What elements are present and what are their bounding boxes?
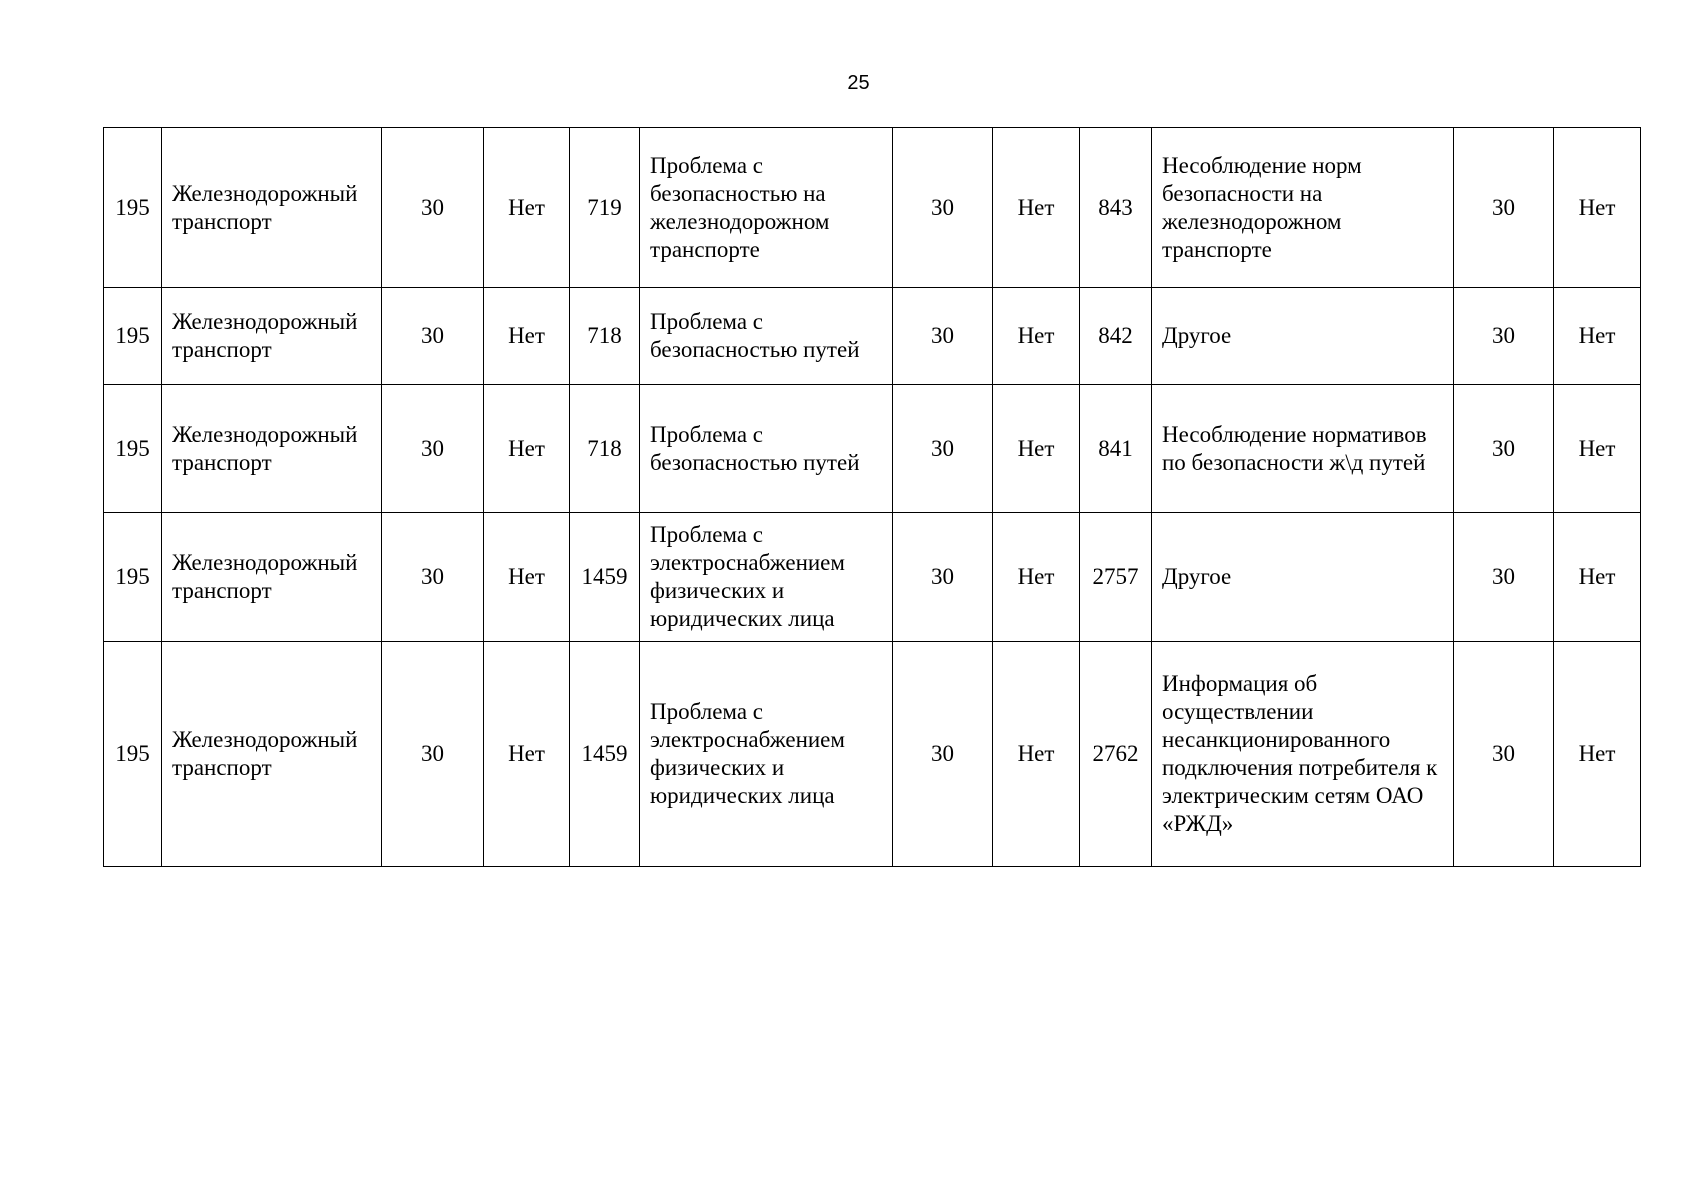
table-cell: Нет — [484, 513, 570, 642]
table-cell: Нет — [993, 642, 1080, 867]
table-cell: 30 — [382, 288, 484, 385]
table-cell: 30 — [893, 513, 993, 642]
table-cell: 30 — [893, 642, 993, 867]
table-cell: 719 — [570, 128, 640, 288]
table-cell: 30 — [1454, 385, 1554, 513]
table-cell: 30 — [1454, 642, 1554, 867]
table-cell: Проблема с безопасностью путей — [640, 288, 893, 385]
table-cell: Нет — [1554, 288, 1641, 385]
table-cell: Проблема с безопасностью путей — [640, 385, 893, 513]
table-cell: Железнодорожный транспорт — [162, 128, 382, 288]
table-cell: 30 — [1454, 513, 1554, 642]
table-cell: Железнодорожный транспорт — [162, 385, 382, 513]
table-cell: Нет — [993, 288, 1080, 385]
table-cell: Нет — [484, 642, 570, 867]
table-cell: 718 — [570, 288, 640, 385]
table-cell: 843 — [1080, 128, 1152, 288]
table-cell: Нет — [993, 513, 1080, 642]
table-cell: Железнодорожный транспорт — [162, 513, 382, 642]
table-row — [104, 385, 1641, 513]
table-cell: 195 — [104, 128, 162, 288]
table-cell: Железнодорожный транспорт — [162, 642, 382, 867]
table-cell: 842 — [1080, 288, 1152, 385]
table-cell: 30 — [382, 128, 484, 288]
table-cell: Другое — [1152, 513, 1454, 642]
table-cell: Нет — [993, 128, 1080, 288]
table-cell: Информация об осуществлении несанкционированного подключения потребителя к электрическим сетям ОАО «РЖД» — [1152, 642, 1454, 867]
table-cell: Нет — [1554, 513, 1641, 642]
table-cell: 30 — [1454, 128, 1554, 288]
table-row — [104, 513, 1641, 642]
data-table — [103, 127, 1641, 867]
table-cell: 195 — [104, 642, 162, 867]
table-cell: 718 — [570, 385, 640, 513]
table-cell: Проблема с электроснабжением физических и юридических лица — [640, 642, 893, 867]
table-cell: 30 — [1454, 288, 1554, 385]
table-cell: 1459 — [570, 513, 640, 642]
page-number: 25 — [847, 72, 870, 94]
table-cell: 30 — [382, 385, 484, 513]
table-cell: Нет — [484, 288, 570, 385]
table-cell: 30 — [893, 128, 993, 288]
table-cell: 195 — [104, 385, 162, 513]
table-cell: 30 — [893, 288, 993, 385]
table-cell: Нет — [1554, 385, 1641, 513]
table-row — [104, 288, 1641, 385]
table-cell: Другое — [1152, 288, 1454, 385]
table-cell: 30 — [382, 642, 484, 867]
table-cell: Нет — [484, 385, 570, 513]
table-cell: 841 — [1080, 385, 1152, 513]
table-cell: Нет — [484, 128, 570, 288]
table-row — [104, 128, 1641, 288]
table-cell: Несоблюдение норм безопасности на железнодорожном транспорте — [1152, 128, 1454, 288]
table-cell: Нет — [993, 385, 1080, 513]
table-cell: 195 — [104, 513, 162, 642]
table-cell: 2757 — [1080, 513, 1152, 642]
table-cell: 30 — [893, 385, 993, 513]
table-cell: Нет — [1554, 128, 1641, 288]
table-cell: Несоблюдение нормативов по безопасности ж\д путей — [1152, 385, 1454, 513]
table-cell: Нет — [1554, 642, 1641, 867]
table-cell: 195 — [104, 288, 162, 385]
table-cell: Проблема с электроснабжением физических и юридических лица — [640, 513, 893, 642]
table-cell: Железнодорожный транспорт — [162, 288, 382, 385]
table-cell: 1459 — [570, 642, 640, 867]
table-row — [104, 642, 1641, 867]
table-cell: 2762 — [1080, 642, 1152, 867]
table-cell: Проблема с безопасностью на железнодорожном транспорте — [640, 128, 893, 288]
table-cell: 30 — [382, 513, 484, 642]
